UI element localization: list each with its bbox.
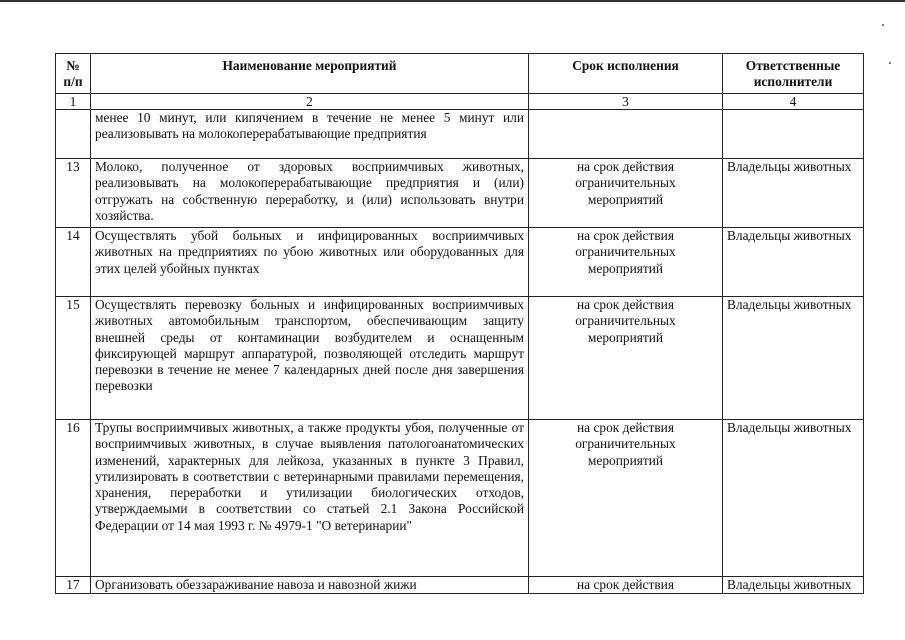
row-action: Осуществлять убой больных и инфицированных восприимчивых животных на предприятиях по убою животных или оборудованных для этих целей убойных пунктах — [91, 228, 529, 297]
term-line: на срок действия — [576, 297, 674, 312]
row-responsible: Владельцы животных — [723, 297, 864, 420]
header-number-line2: п/п — [63, 74, 83, 90]
table-row — [56, 228, 864, 297]
row-term — [529, 420, 723, 577]
term-line: на срок действия — [576, 228, 674, 243]
term-line: на срок действия — [576, 159, 674, 174]
row-responsible: Владельцы животных — [723, 228, 864, 297]
row-action: Организовать обеззараживание навоза и навозной жижи — [91, 577, 529, 594]
row-term: на срок действия — [529, 577, 723, 594]
row-term — [529, 159, 723, 228]
header-responsible-line1: Ответственные — [745, 58, 841, 73]
term-line: на срок действия — [576, 420, 674, 435]
row-responsible: Владельцы животных — [723, 420, 864, 577]
header-number — [56, 54, 91, 94]
term-line: мероприятий — [587, 260, 664, 276]
column-index-1: 1 — [56, 94, 91, 110]
row-term — [529, 228, 723, 297]
column-index-3: 3 — [529, 94, 723, 110]
header-number-line1: № — [66, 58, 80, 73]
row-number: 15 — [56, 297, 91, 420]
row-term — [529, 110, 723, 159]
column-index-2: 2 — [91, 94, 529, 110]
table-row — [56, 159, 864, 228]
row-number: 14 — [56, 228, 91, 297]
scan-speck — [889, 62, 891, 64]
row-responsible: Владельцы животных — [723, 159, 864, 228]
row-number — [56, 110, 91, 159]
term-line: ограничительных — [575, 175, 676, 191]
row-term — [529, 297, 723, 420]
table-header-row — [56, 54, 864, 94]
measures-table — [55, 53, 864, 594]
term-line: ограничительных — [575, 313, 676, 329]
row-number: 16 — [56, 420, 91, 577]
table-row — [56, 577, 864, 594]
row-number: 13 — [56, 159, 91, 228]
table-row — [56, 297, 864, 420]
header-term: Срок исполнения — [529, 54, 723, 94]
column-index-row — [56, 94, 864, 110]
term-line: ограничительных — [575, 244, 676, 260]
term-line: мероприятий — [587, 452, 664, 468]
term-line: мероприятий — [587, 329, 664, 345]
column-index-4: 4 — [723, 94, 864, 110]
table-row — [56, 420, 864, 577]
page-top-border — [0, 0, 905, 2]
table-row — [56, 110, 864, 159]
row-responsible — [723, 110, 864, 159]
row-action: Осуществлять перевозку больных и инфицированных восприимчивых животных автомобильным транспортом, обеспечивающим защиту внешней среды от контаминации возбудителем и оснащенным фиксирующей маршрут аппаратурой, позволяющей отследить маршрут перевозки в течение не менее 7 календарных дней после дня завершения перевозки — [91, 297, 529, 420]
header-responsible-line2: исполнители — [753, 74, 833, 90]
term-line: ограничительных — [575, 436, 676, 452]
header-action: Наименование мероприятий — [91, 54, 529, 94]
row-number: 17 — [56, 577, 91, 594]
row-responsible: Владельцы животных — [723, 577, 864, 594]
row-action: менее 10 минут, или кипячением в течение не менее 5 минут или реализовывать на молокоперерабатывающие предприятия — [91, 110, 529, 159]
scan-speck — [882, 24, 884, 26]
row-action: Молоко, полученное от здоровых восприимчивых животных, реализовывать на молокоперерабатывающие предприятия и (или) отгружать на собственную переработку, и (или) использовать внутри хозяйства. — [91, 159, 529, 228]
header-responsible — [723, 54, 864, 94]
term-line: мероприятий — [587, 191, 664, 207]
row-action: Трупы восприимчивых животных, а также продукты убоя, полученные от восприимчивых животных, в случае выявления патологоанатомических изменений, характерных для лейкоза, указанных в пункте 3 Правил, утилизировать в соответствии с ветеринарными правилами перемещения, хранения, переработки и утилизации биологических отходов, утверждаемыми в соответствии со статьей 2.1 Закона Российской Федерации от 14 мая 1993 г. № 4979-1 "О ветеринарии" — [91, 420, 529, 577]
